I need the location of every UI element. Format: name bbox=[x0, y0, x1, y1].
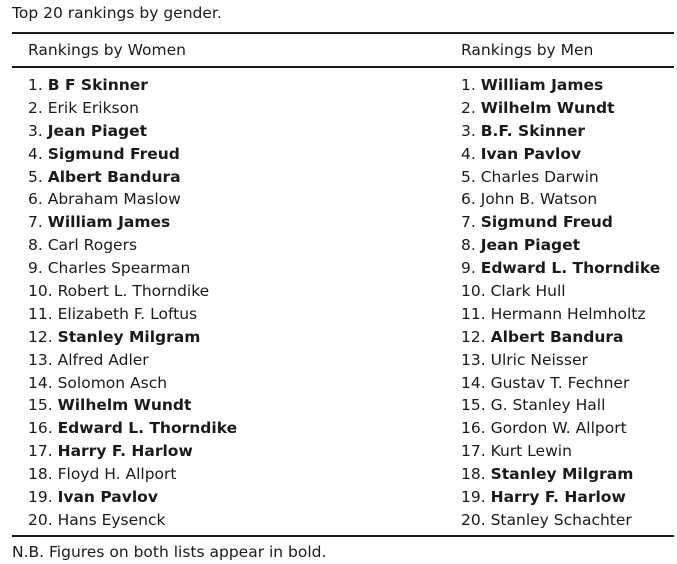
psychologist-name: Albert Bandura bbox=[490, 327, 624, 346]
psychologist-name: Ivan Pavlov bbox=[57, 488, 158, 507]
rank-number: 9. bbox=[28, 259, 43, 278]
men-rankings-list bbox=[461, 74, 660, 532]
men-ranking-item bbox=[461, 372, 660, 395]
men-ranking-item bbox=[461, 486, 660, 509]
rank-number: 2. bbox=[461, 98, 476, 117]
psychologist-name: Hans Eysenck bbox=[57, 510, 166, 529]
women-ranking-item bbox=[28, 417, 237, 440]
women-ranking-item bbox=[28, 143, 237, 166]
rank-number: 7. bbox=[461, 213, 476, 232]
psychologist-name: Stanley Milgram bbox=[490, 465, 634, 484]
psychologist-name: Erik Erikson bbox=[47, 98, 139, 117]
men-ranking-item bbox=[461, 120, 660, 143]
psychologist-name: Charles Spearman bbox=[47, 259, 191, 278]
men-ranking-item bbox=[461, 463, 660, 486]
psychologist-name: William James bbox=[480, 76, 604, 94]
men-ranking-item bbox=[461, 188, 660, 211]
men-ranking-item bbox=[461, 394, 660, 417]
women-ranking-item bbox=[28, 166, 237, 189]
psychologist-name: Floyd H. Allport bbox=[57, 465, 177, 484]
psychologist-name: William James bbox=[47, 213, 171, 232]
men-ranking-item bbox=[461, 417, 660, 440]
rank-number: 4. bbox=[461, 144, 476, 163]
rank-number: 18. bbox=[28, 465, 53, 484]
rank-number: 1. bbox=[461, 76, 476, 94]
table-footnote: N.B. Figures on both lists appear in bold. bbox=[12, 543, 327, 561]
rank-number: 16. bbox=[28, 419, 53, 438]
rank-number: 11. bbox=[461, 304, 486, 323]
psychologist-name: Edward L. Thorndike bbox=[480, 259, 661, 278]
rank-number: 3. bbox=[461, 121, 476, 140]
rank-number: 10. bbox=[461, 282, 486, 301]
psychologist-name: John B. Watson bbox=[480, 190, 598, 209]
rank-number: 20. bbox=[28, 510, 53, 529]
women-ranking-item bbox=[28, 211, 237, 234]
psychologist-name: Sigmund Freud bbox=[480, 213, 613, 232]
women-ranking-item bbox=[28, 440, 237, 463]
rank-number: 14. bbox=[461, 373, 486, 392]
women-ranking-item bbox=[28, 372, 237, 395]
men-ranking-item bbox=[461, 280, 660, 303]
psychologist-name: Sigmund Freud bbox=[47, 144, 180, 163]
women-ranking-item bbox=[28, 303, 237, 326]
rank-number: 9. bbox=[461, 259, 476, 278]
women-ranking-item bbox=[28, 509, 237, 532]
rank-number: 20. bbox=[461, 510, 486, 529]
rank-number: 4. bbox=[28, 144, 43, 163]
men-ranking-item bbox=[461, 211, 660, 234]
men-ranking-item bbox=[461, 143, 660, 166]
men-ranking-item bbox=[461, 74, 660, 97]
rank-number: 7. bbox=[28, 213, 43, 232]
psychologist-name: Ivan Pavlov bbox=[480, 144, 582, 163]
men-ranking-item bbox=[461, 326, 660, 349]
rank-number: 16. bbox=[461, 419, 486, 438]
rank-number: 8. bbox=[28, 236, 43, 255]
women-ranking-item bbox=[28, 280, 237, 303]
rank-number: 17. bbox=[28, 442, 53, 461]
men-ranking-item bbox=[461, 509, 660, 532]
rank-number: 12. bbox=[461, 327, 486, 346]
rank-number: 6. bbox=[461, 190, 476, 209]
psychologist-name: Elizabeth F. Loftus bbox=[57, 304, 198, 323]
psychologist-name: Stanley Milgram bbox=[57, 327, 201, 346]
women-ranking-item bbox=[28, 349, 237, 372]
bottom-rule bbox=[12, 535, 674, 537]
women-ranking-item bbox=[28, 326, 237, 349]
psychologist-name: Wilhelm Wundt bbox=[480, 98, 615, 117]
men-ranking-item bbox=[461, 440, 660, 463]
rank-number: 14. bbox=[28, 373, 53, 392]
rank-number: 13. bbox=[461, 350, 486, 369]
rank-number: 12. bbox=[28, 327, 53, 346]
rank-number: 11. bbox=[28, 304, 53, 323]
women-ranking-item bbox=[28, 394, 237, 417]
psychologist-name: Edward L. Thorndike bbox=[57, 419, 238, 438]
psychologist-name: Hermann Helmholtz bbox=[490, 304, 646, 323]
women-ranking-item bbox=[28, 234, 237, 257]
women-ranking-item bbox=[28, 188, 237, 211]
rank-number: 6. bbox=[28, 190, 43, 209]
psychologist-name: Jean Piaget bbox=[480, 236, 581, 255]
rank-number: 19. bbox=[28, 488, 53, 507]
psychologist-name: Solomon Asch bbox=[57, 373, 168, 392]
psychologist-name: Harry F. Harlow bbox=[57, 442, 193, 461]
women-ranking-item bbox=[28, 486, 237, 509]
psychologist-name: Albert Bandura bbox=[47, 167, 181, 186]
psychologist-name: Carl Rogers bbox=[47, 236, 138, 255]
men-ranking-item bbox=[461, 166, 660, 189]
psychologist-name: Harry F. Harlow bbox=[490, 488, 626, 507]
rank-number: 15. bbox=[461, 396, 486, 415]
women-ranking-item bbox=[28, 257, 237, 280]
psychologist-name: B.F. Skinner bbox=[480, 121, 586, 140]
rank-number: 15. bbox=[28, 396, 53, 415]
men-ranking-item bbox=[461, 97, 660, 120]
psychologist-name: Abraham Maslow bbox=[47, 190, 181, 209]
psychologist-name: Gordon W. Allport bbox=[490, 419, 627, 438]
psychologist-name: Alfred Adler bbox=[57, 350, 149, 369]
rank-number: 5. bbox=[461, 167, 476, 186]
women-ranking-item bbox=[28, 97, 237, 120]
men-ranking-item bbox=[461, 257, 660, 280]
women-ranking-item bbox=[28, 463, 237, 486]
rank-number: 8. bbox=[461, 236, 476, 255]
psychologist-name: Robert L. Thorndike bbox=[57, 282, 210, 301]
men-ranking-item bbox=[461, 349, 660, 372]
psychologist-name: Ulric Neisser bbox=[490, 350, 588, 369]
psychologist-name: Wilhelm Wundt bbox=[57, 396, 192, 415]
rank-number: 2. bbox=[28, 98, 43, 117]
rank-number: 5. bbox=[28, 167, 43, 186]
psychologist-name: B F Skinner bbox=[47, 76, 148, 94]
psychologist-name: Kurt Lewin bbox=[490, 442, 572, 461]
psychologist-name: G. Stanley Hall bbox=[490, 396, 606, 415]
men-ranking-item bbox=[461, 303, 660, 326]
psychologist-name: Charles Darwin bbox=[480, 167, 599, 186]
rank-number: 17. bbox=[461, 442, 486, 461]
header-rule bbox=[12, 66, 674, 68]
psychologist-name: Stanley Schachter bbox=[490, 510, 632, 529]
rank-number: 10. bbox=[28, 282, 53, 301]
women-rankings-list bbox=[28, 74, 237, 532]
women-ranking-item bbox=[28, 120, 237, 143]
women-ranking-item bbox=[28, 74, 237, 97]
rank-number: 18. bbox=[461, 465, 486, 484]
rank-number: 13. bbox=[28, 350, 53, 369]
column-header-women: Rankings by Women bbox=[28, 41, 186, 59]
rank-number: 3. bbox=[28, 121, 43, 140]
column-header-men: Rankings by Men bbox=[461, 41, 594, 59]
table-caption: Top 20 rankings by gender. bbox=[12, 4, 222, 22]
top-rule bbox=[12, 32, 674, 34]
psychologist-name: Clark Hull bbox=[490, 282, 566, 301]
rank-number: 1. bbox=[28, 76, 43, 94]
psychologist-name: Jean Piaget bbox=[47, 121, 148, 140]
rank-number: 19. bbox=[461, 488, 486, 507]
men-ranking-item bbox=[461, 234, 660, 257]
psychologist-name: Gustav T. Fechner bbox=[490, 373, 630, 392]
